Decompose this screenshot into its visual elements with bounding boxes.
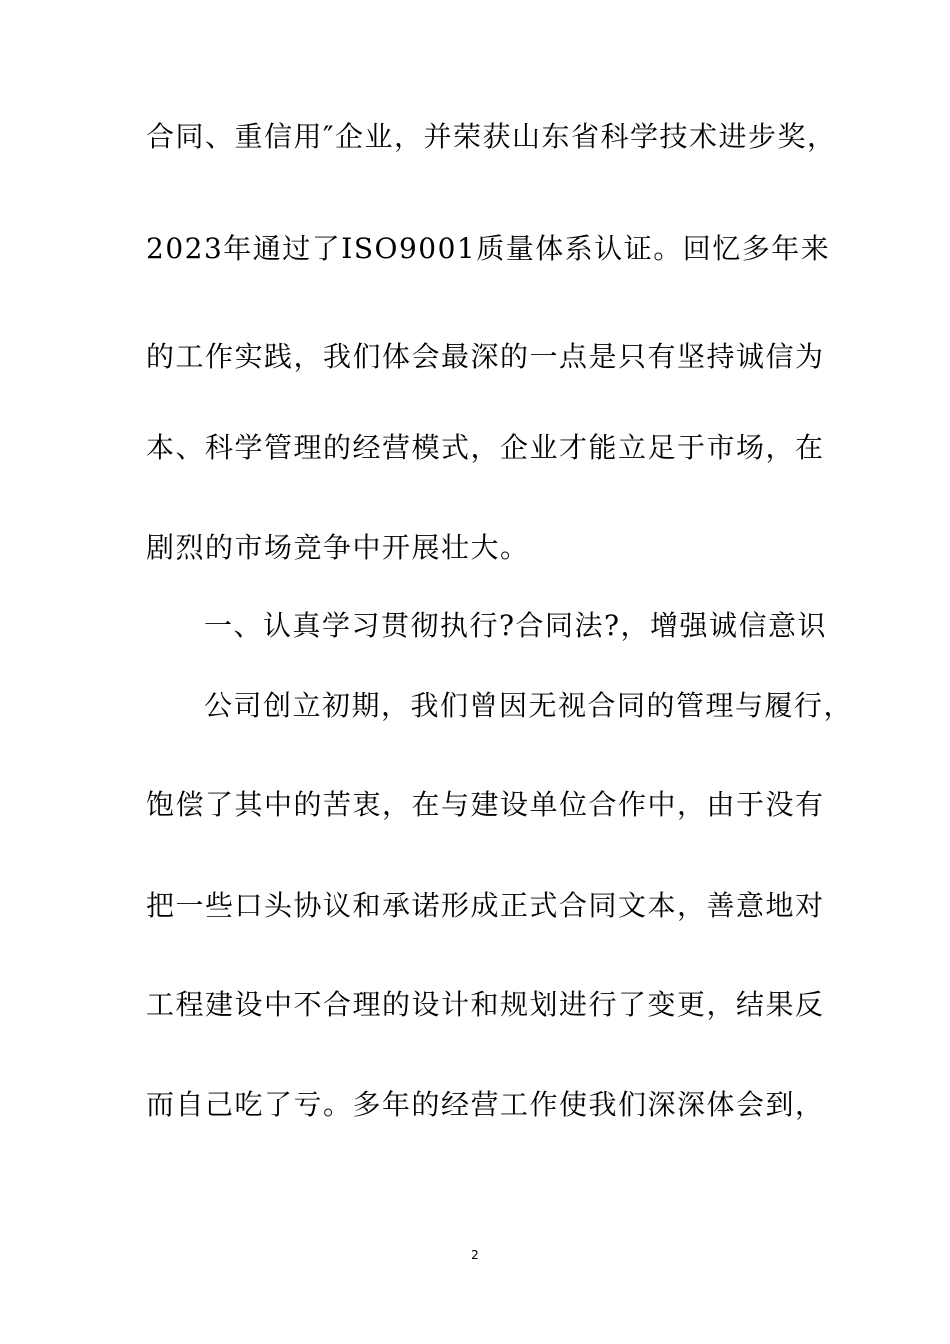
section-heading: 一、认真学习贯彻执行?合同法?，增强诚信意识	[204, 609, 828, 642]
body-text-line: 剧烈的市场竞争中开展壮大。	[146, 531, 530, 564]
body-text-line: 的工作实践，我们体会最深的一点是只有坚持诚信为	[146, 340, 825, 373]
body-text-line: 工程建设中不合理的设计和规划进行了变更，结果反	[146, 988, 825, 1021]
body-text-line: 而自己吃了亏。多年的经营工作使我们深深体会到，	[146, 1088, 825, 1121]
page-number: 2	[471, 1248, 479, 1262]
body-text-line: 本、科学管理的经营模式，企业才能立足于市场，在	[146, 431, 825, 464]
body-text-line: 把一些口头协议和承诺形成正式合同文本，善意地对	[146, 889, 825, 922]
paragraph-first-line: 公司创立初期，我们曾因无视合同的管理与履行，	[204, 689, 854, 722]
body-text-line: 2023年通过了ISO9001质量体系认证。回忆多年来	[146, 232, 831, 265]
body-text-line: 饱偿了其中的苦衷，在与建设单位合作中，由于没有	[146, 788, 825, 821]
body-text-line: 合同、重信用″企业，并荣获山东省科学技术进步奖，	[146, 120, 837, 153]
